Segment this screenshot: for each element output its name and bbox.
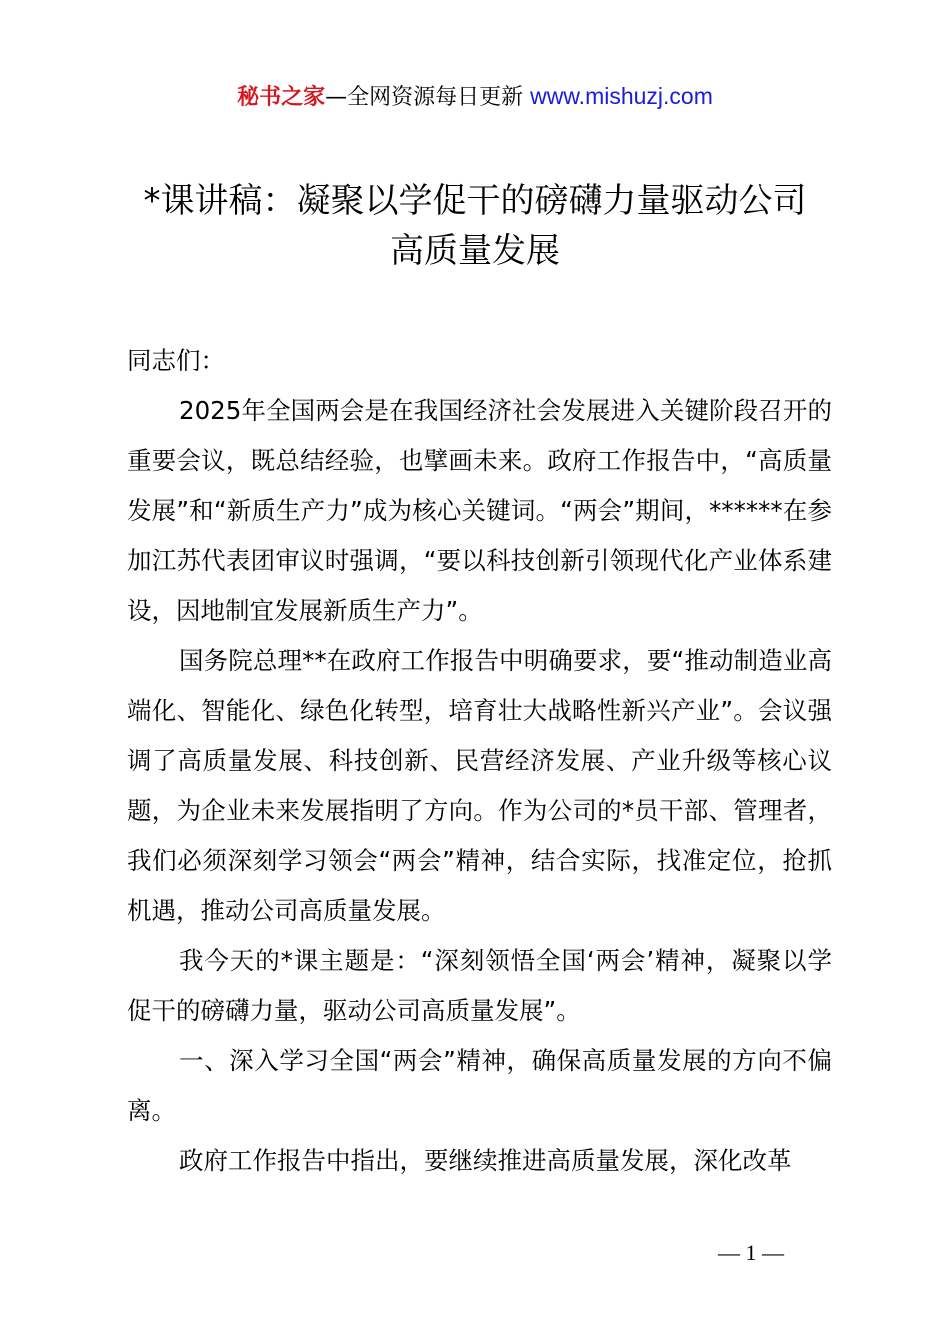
section-heading: 一、深入学习全国“两会”精神，确保高质量发展的方向不偏离。	[127, 1046, 832, 1125]
brand-name: 秘书之家	[237, 85, 326, 110]
document-body	[127, 336, 832, 1186]
title-line-1: *课讲稿：凝聚以学促干的磅礴力量驱动公司	[143, 181, 807, 221]
paragraph: 2025年全国两会是在我国经济社会发展进入关键阶段召开的重要会议，既总结经验，也擘画未来。政府工作报告中，“高质量发展”和“新质生产力”成为核心关键词。“两会”期间，******在参加江苏代表团审议时强调，“要以科技创新引领现代化产业体系建设，因地制宜发展新质生产力”。	[127, 396, 832, 625]
paragraph: 我今天的*课主题是：“深刻领悟全国‘两会’精神，凝聚以学促干的磅礴力量，驱动公司高质量发展”。	[127, 946, 832, 1025]
title-line-2: 高质量发展	[390, 231, 560, 271]
header-banner	[0, 80, 950, 114]
document-title	[60, 176, 890, 276]
site-url-link[interactable]: www.mishuzj.com	[530, 83, 713, 109]
paragraph: 国务院总理**在政府工作报告中明确要求，要“推动制造业高端化、智能化、绿色化转型，培育壮大战略性新兴产业”。会议强调了高质量发展、科技创新、民营经济发展、产业升级等核心议题，为企业未来发展指明了方向。作为公司的*员干部、管理者，我们必须深刻学习领会“两会”精神，结合实际，找准定位，抢抓机遇，推动公司高质量发展。	[127, 646, 832, 925]
paragraph: 政府工作报告中指出，要继续推进高质量发展，深化改革	[179, 1146, 792, 1175]
header-tagline: —全网资源每日更新	[325, 85, 524, 110]
page-number: — 1 —	[718, 1240, 784, 1265]
salutation: 同志们：	[127, 346, 225, 375]
